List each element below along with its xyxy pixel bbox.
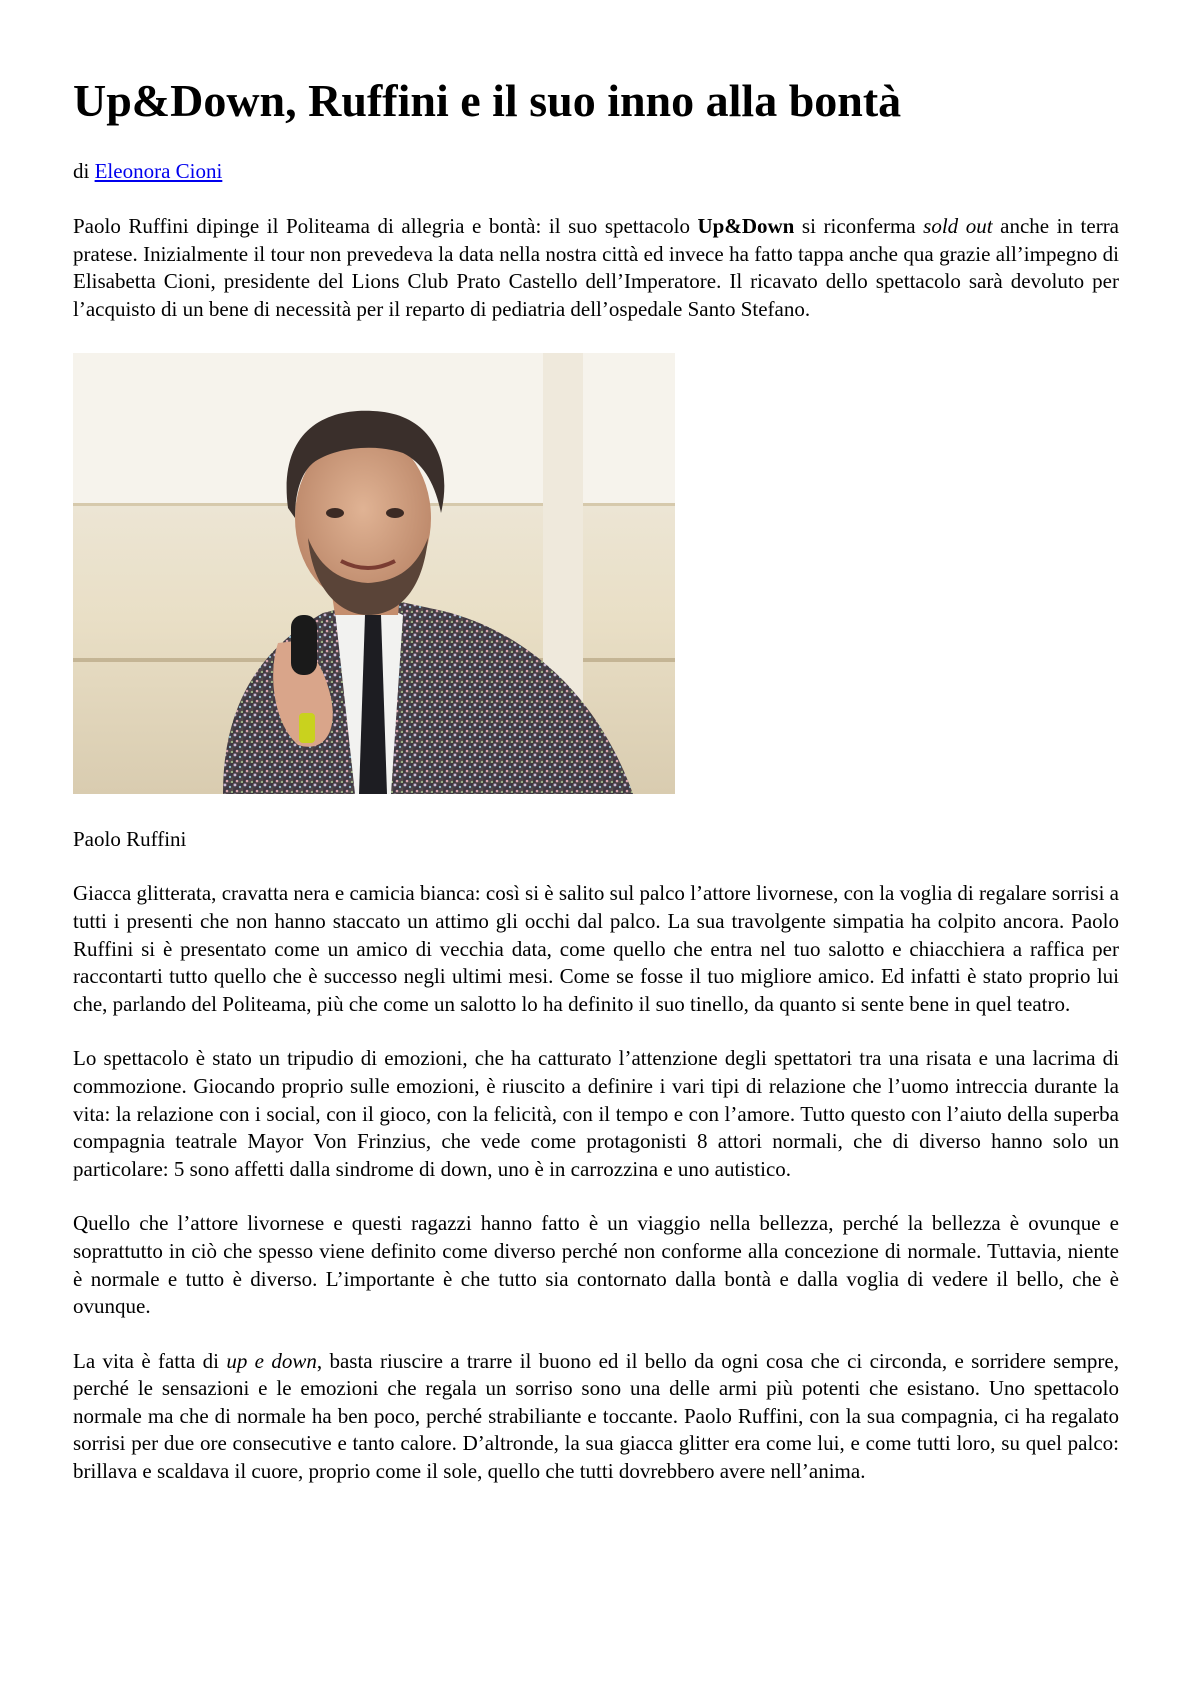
paragraph-2: Giacca glitterata, cravatta nera e camicia bianca: così si è salito sul palco l’attore livornese, con la voglia di regalare sorrisi a tutti i presenti che non hanno staccato un attimo gli occhi dal palco. La sua travolgente simpatia ha colpito ancora. Paolo Ruffini si è presentato come un amico di vecchia data, come quello che entra nel tuo salotto e chiacchiera a raffica per raccontarti tutto quello che è successo negli ultimi mesi. Come se fosse il tuo migliore amico. Ed infatti è stato proprio lui che, parlando del Politeama, più che come un salotto lo ha definito il suo tinello, da quanto si sente bene in quel teatro. [73,881,1119,1016]
paragraph-4: Quello che l’attore livornese e questi ragazzi hanno fatto è un viaggio nella bellezza, perché la bellezza è ovunque e soprattutto in ciò che spesso viene definito come diverso perché non conforme alla concezione di normale. Tuttavia, niente è normale e tutto è diverso. L’importante è che tutto sia contornato dalla bontà e dalla voglia di vedere il bello, che è ovunque. [73,1211,1119,1319]
article-photo [73,353,675,794]
paragraph-5-text-2: , basta riuscire a trarre il buono ed il bello da ogni cosa che ci circonda, e sorridere sempre, perché le sensazioni e le emozioni che regala un sorriso sono una delle armi più potenti che esistano. Uno spettacolo normale ma che di normale ha ben poco, perché strabiliante e toccante. Paolo Ruffini, con la sua compagnia, ci ha regalato sorrisi per due ore consecutive e tanto calore. D’altronde, la sua giacca glitter era come lui, e come tutti loro, su quel palco: brillava e scaldava il cuore, proprio come il sole, quello che tutti dovrebbero avere nell’anima. [73,1348,1119,1484]
show-title-bold: Up&Down [697,214,795,238]
byline [73,158,1119,185]
intro-paragraph [73,213,1119,323]
byline-prefix: di [73,159,95,183]
author-link[interactable]: Eleonora Cioni [94,159,223,183]
article-title: Up&Down, Ruffini e il suo inno alla bontà [73,75,902,126]
article [73,70,1119,1486]
photo-illustration [73,353,675,794]
intro-text-2: si riconferma [794,214,924,238]
intro-text-3: anche in terra pratese. Inizialmente il tour non prevedeva la data nella nostra città ed invece ha fatto tappa anche qua grazie all’impegno di Elisabetta Cioni, presidente del Lions Club Prato Castello dell’Imperatore. Il ricavato dello spettacolo sarà devoluto per l’acquisto di un bene di necessità per il reparto di pediatria dell’ospedale Santo Stefano. [73,214,1120,321]
intro-text-1: Paolo Ruffini dipinge il Politeama di allegria e bontà: il suo spettacolo [73,214,698,238]
paragraph-5 [73,1348,1119,1486]
sold-out-italic: sold out [923,214,993,238]
paragraph-5-text-1: La vita è fatta di [73,1348,227,1373]
paragraph-3: Lo spettacolo è stato un tripudio di emozioni, che ha catturato l’attenzione degli spettatori tra una risata e una lacrima di commozione. Giocando proprio sulle emozioni, è riuscito a definire i vari tipi di relazione che l’uomo intreccia durante la vita: la relazione con i social, con il gioco, con la felicità, con il tempo e con l’amore. Tutto questo con l’aiuto della superba compagnia teatrale Mayor Von Frinzius, che vede come protagonisti 8 attori normali, che di diverso hanno solo un particolare: 5 sono affetti dalla sindrome di down, uno è in carrozzina e uno autistico. [73,1046,1119,1181]
photo-caption: Paolo Ruffini [73,827,187,852]
up-e-down-italic: up e down [226,1348,317,1373]
